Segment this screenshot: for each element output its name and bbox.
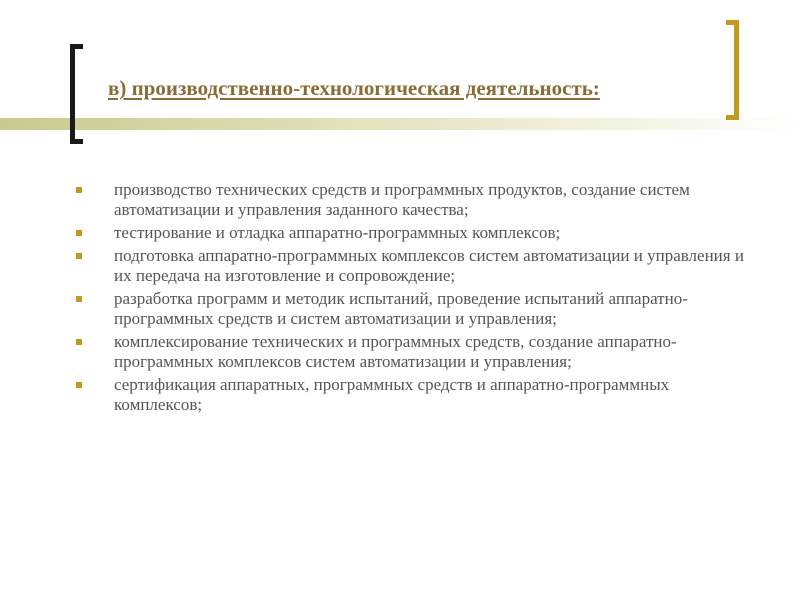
list-item bbox=[74, 223, 754, 243]
list-item bbox=[74, 375, 754, 415]
title-underline-band bbox=[0, 118, 800, 130]
square-bullet-icon bbox=[76, 296, 82, 302]
slide-title: в) производственно-технологическая деятельность: bbox=[108, 76, 600, 100]
list-item bbox=[74, 180, 754, 220]
square-bullet-icon bbox=[76, 187, 82, 193]
list-item-text: разработка программ и методик испытаний, проведение испытаний аппаратно-программных средств и систем автоматизации и управления; bbox=[114, 289, 688, 328]
right-bracket-decoration bbox=[726, 20, 739, 120]
list-item-text: производство технических средств и программных продуктов, создание систем автоматизации и управления заданного качества; bbox=[114, 180, 690, 219]
square-bullet-icon bbox=[76, 253, 82, 259]
list-item bbox=[74, 246, 754, 286]
list-item bbox=[74, 332, 754, 372]
square-bullet-icon bbox=[76, 339, 82, 345]
list-item bbox=[74, 289, 754, 329]
list-item-text: сертификация аппаратных, программных средств и аппаратно-программных комплексов; bbox=[114, 375, 670, 414]
list-item-text: подготовка аппаратно-программных комплексов систем автоматизации и управления и их передача на изготовление и сопровождение; bbox=[114, 246, 744, 285]
list-item-text: комплексирование технических и программных средств, создание аппаратно-программных комплексов систем автоматизации и управления; bbox=[114, 332, 677, 371]
list-item-text: тестирование и отладка аппаратно-программных комплексов; bbox=[114, 223, 561, 242]
left-bracket-decoration bbox=[70, 44, 83, 144]
square-bullet-icon bbox=[76, 382, 82, 388]
square-bullet-icon bbox=[76, 230, 82, 236]
bullet-list bbox=[74, 180, 754, 418]
